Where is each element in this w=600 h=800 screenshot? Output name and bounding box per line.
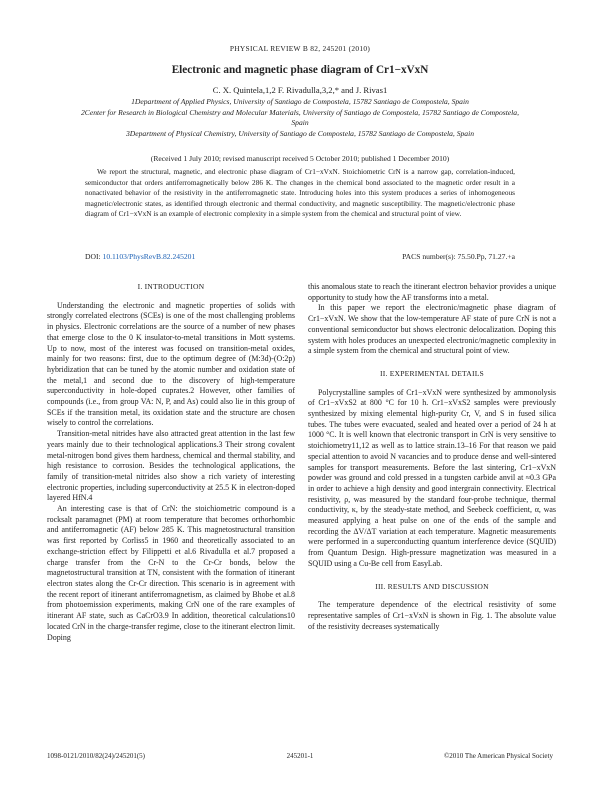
affiliations (80, 97, 520, 139)
affiliation-3: 3Department of Physical Chemistry, University of Santiago de Compostela, 15782 Santiago de Compostela, Spain (125, 128, 475, 138)
page-number: 245201-1 (286, 752, 314, 760)
paper-title: Electronic and magnetic phase diagram of Cr1−xVxN (171, 64, 429, 76)
results-paragraph: The temperature dependence of the electrical resistivity of some representative samples of Cr1−xVxN is shown in Fig. 1. The absolute value of the resistivity decreases systematically (308, 600, 556, 631)
pacs-numbers: PACS number(s): 75.50.Pp, 71.27.+a (402, 252, 515, 261)
intro-paragraph-4: In this paper we report the electronic/magnetic phase diagram of Cr1−xVxN. We show that the low-temperature AF state of pure CrN is not a conventional semiconductor but shows electronic delocalization. Doping this system with holes produces an unexpected electronic/magnetic complexity in a simple system from the chemical and structural point of view. (308, 303, 556, 356)
right-column (308, 282, 556, 632)
footer-issn: 1098-0121/2010/82(24)/245201(5) (47, 752, 145, 760)
intro-paragraph-3: An interesting case is that of CrN: the stoichiometric compound is a rocksalt paramagnet (PM) at room temperature that becomes orthorhombic and antiferromagnetic (AF) below 285 K. This magnetostructural transition was first reported by Corliss5 in 1960 and theoretically associated to an exchange-striction effect by Filippetti et al.6 Rivadulla et al.7 proposed a charge transfer from the Cr-N to the Cr-Cr bonds, below the magnetostructural transition at TN, consistent with the formation of itinerant electron states along the Cr-Cr direction. This scenario is in agreement with the recent report of itinerant antiferromagnetism, as claimed by Bhobe et al.8 from photoemission experiments, making CrN one of the rare examples of itinerant AF state, such as CaCrO3.9 In addition, theoretical calculations10 located CrN in the charge-transfer regime, close to the itinerant electron limit. Doping (47, 504, 295, 642)
experimental-paragraph: Polycrystalline samples of Cr1−xVxN were synthesized by ammonolysis of Cr1−xVxS2 at 800 °C for 10 h. Cr1−xVxS2 samples were previously synthesized by mixing elemental high-purity Cr, V, and S in fused silica tubes. The tubes were evacuated, sealed and heated over a period of 24 h at 1000 °C. It is well known that electronic transport in CrN is very sensitive to stoichiometry11,12 as well as to lattice strain.13–16 For that reason we paid special attention to avoid N vacancies and to produce dense and well-sintered samples for transport measurements. Before the last sintering, Cr1−xVxN powder was ground and cold pressed in a tungsten carbide anvil at ≈0.3 GPa in order to achieve a high density and good intergrain connectivity. Electrical resistivity, ρ, was measured by the standard four-probe technique, thermal conductivity, κ, by the steady-state method, and Seebeck coefficient, α, was measured applying a heat pulse on one of the ends of the sample and recording the ΔV/ΔT variation at each temperature. Magnetic measurements were performed in a superconducting quantum interference device (SQUID) from Quantum Design. High-pressure magnetization was measured in a SQUID using a Cu-Be cell from EasyLab. (308, 387, 556, 568)
affiliation-1: 1Department of Applied Physics, University of Santiago de Compostela, 15782 Santiago de Compostela, Spain (131, 97, 469, 106)
intro-continuation: this anomalous state to reach the itinerant electron behavior provides a unique opportunity to study how the AF transforms into a metal. (308, 282, 556, 302)
doi-label: DOI: (85, 252, 101, 261)
left-column (47, 282, 295, 643)
doi-line (85, 252, 515, 261)
doi-link[interactable]: 10.1103/PhysRevB.82.245201 (102, 252, 196, 261)
author-list: C. X. Quintela,1,2 F. Rivadulla,3,2,* and J. Rivas1 (212, 85, 388, 95)
intro-paragraph-2: Transition-metal nitrides have also attracted great attention in the last few years mainly due to their technological applications.3 Their strong covalent metal-nitrogen bond gives them hardness, chemical and thermal stability, and high resistance to corrosion. Besides the technological applications, the family of transition-metal nitrides also show a rich variety of interesting electronic properties, including superconductivity at 25.5 K in electron-doped layered HfN.4 (47, 429, 295, 503)
section-heading-introduction: I. INTRODUCTION (137, 282, 205, 291)
journal-header: PHYSICAL REVIEW B 82, 245201 (2010) (229, 44, 371, 53)
intro-paragraph-1: Understanding the electronic and magnetic properties of solids with strongly correlated electrons (SCEs) is one of the most challenging problems in physics. Electronic correlations are the source of a number of new phases that emerge close to the 0 K insulator-to-metal transitions in Mott systems. Up to now, most of the interest was focused on transition-metal oxides, mainly for two reasons: first, due to the optimum degree of (M:3d)-(O:2p) hybridization that can be tuned by the atomic number and oxidation state of the metal,1 and second due to the discovery of high-temperature superconductivity in hole-doped cuprates.2 However, other families of compounds (i.e., from group VA: N, P, and As) could also lie in this group of SCEs if the transition metal, its oxidation state and the structure are chosen wisely to control the correlations. (47, 300, 295, 428)
abstract: We report the structural, magnetic, and electronic phase diagram of Cr1−xVxN. Stoichiometric CrN is a narrow gap, correlation-induced, semiconductor that orders antiferromagnetically below 286 K. The changes in the chemical bond associated to the magnetic order result in a nonactivated behavior of the resistivity in the antiferromagnetic state. Introducing holes into this system produces a series of inhomogeneous magnetic/electronic states, as identified through electronic and thermal conductivity, and magnetic susceptibility. The magnetic/electronic phase diagram of Cr1−xVxN is an example of electronic complexity in a simple system from the chemical and structural point of view. (85, 167, 515, 219)
section-heading-results: III. RESULTS AND DISCUSSION (375, 581, 489, 591)
affiliation-2: 2Center for Research in Biological Chemistry and Molecular Materials, University of Santiago de Compostela, 15782 Santiago de Compostela, Spain (80, 107, 519, 128)
section-heading-experimental: II. EXPERIMENTAL DETAILS (380, 368, 484, 378)
copyright: ©2010 The American Physical Society (443, 752, 553, 760)
received-dates: (Received 1 July 2010; revised manuscript received 5 October 2010; published 1 December 2010) (150, 154, 450, 163)
